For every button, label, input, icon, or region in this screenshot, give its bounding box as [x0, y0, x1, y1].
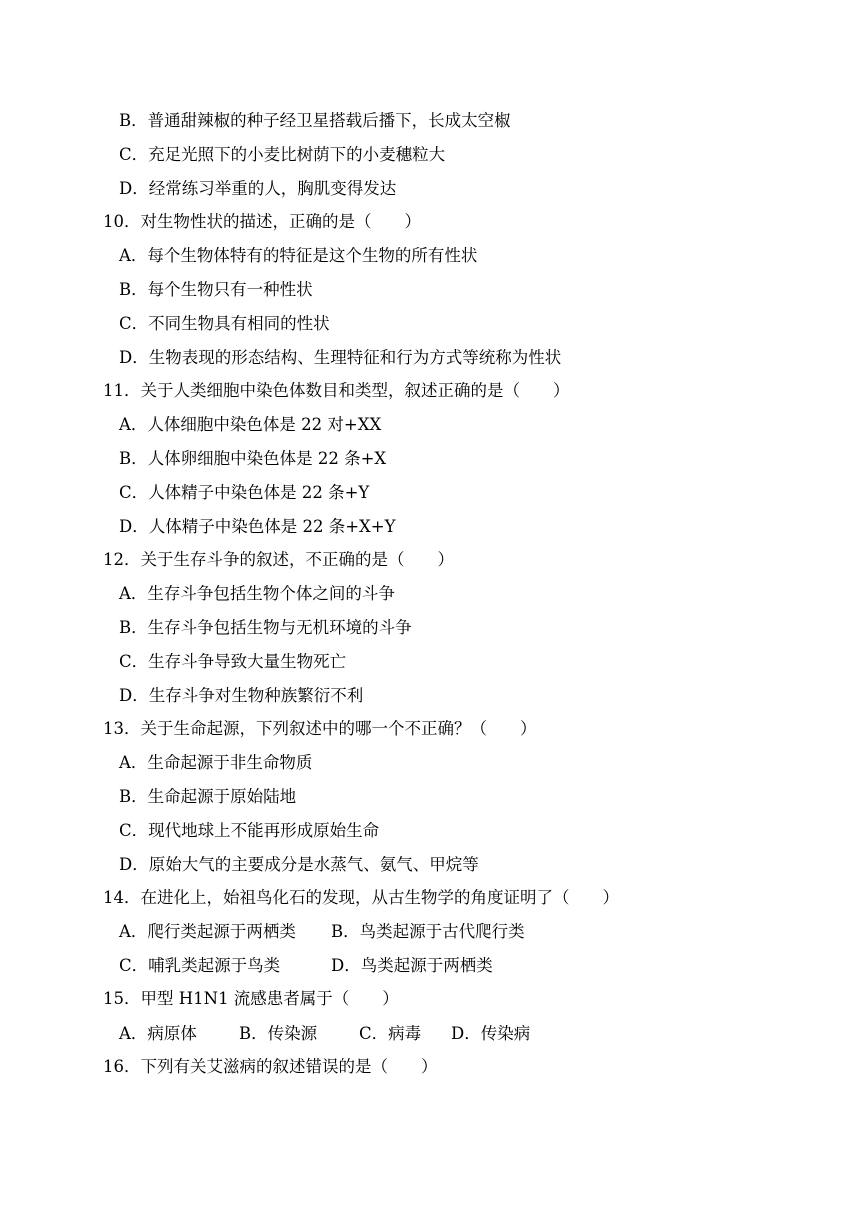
q12-stem: 12．关于生存斗争的叙述，不正确的是（ ） — [103, 550, 454, 569]
q15-option-a: A．病原体 — [119, 1024, 197, 1043]
q14-option-c: C．哺乳类起源于鸟类 — [119, 956, 281, 975]
q9-option-b: B．普通甜辣椒的种子经卫星搭载后播下，长成太空椒 — [119, 111, 511, 130]
q13-option-d: D．原始大气的主要成分是水蒸气、氨气、甲烷等 — [119, 855, 479, 874]
q10-stem: 10．对生物性状的描述，正确的是（ ） — [103, 212, 421, 231]
q11-stem: 11．关于人类细胞中染色体数目和类型，叙述正确的是（ ） — [103, 381, 570, 400]
q12-option-b: B．生存斗争包括生物与无机环境的斗争 — [119, 618, 412, 637]
q15-option-c: C．病毒 — [359, 1024, 422, 1043]
q14-options-row-1 — [119, 922, 525, 942]
q15-option-d: D．传染病 — [451, 1024, 531, 1043]
q10-option-c: C．不同生物具有相同的性状 — [119, 314, 330, 333]
q10-option-d: D．生物表现的形态结构、生理特征和行为方式等统称为性状 — [119, 348, 562, 367]
q11-option-b: B．人体卵细胞中染色体是 22 条+X — [119, 449, 387, 468]
q13-option-c: C．现代地球上不能再形成原始生命 — [119, 821, 380, 840]
q14-stem: 14．在进化上，始祖鸟化石的发现，从古生物学的角度证明了（ ） — [103, 888, 619, 907]
q15-option-b: B．传染源 — [239, 1024, 318, 1043]
q14-option-d: D．鸟类起源于两栖类 — [331, 956, 493, 975]
q9-option-d: D．经常练习举重的人，胸肌变得发达 — [119, 179, 397, 198]
q12-option-a: A．生存斗争包括生物个体之间的斗争 — [119, 584, 395, 603]
q13-stem: 13．关于生命起源，下列叙述中的哪一个不正确？（ ） — [103, 719, 537, 738]
q15-stem: 15．甲型 H1N1 流感患者属于（ ） — [103, 989, 399, 1008]
q16-stem: 16．下列有关艾滋病的叙述错误的是（ ） — [103, 1057, 438, 1076]
q11-option-c: C．人体精子中染色体是 22 条+Y — [119, 483, 370, 502]
q11-option-d: D．人体精子中染色体是 22 条+X+Y — [119, 517, 396, 536]
q14-options-row-2 — [119, 956, 493, 976]
q13-option-a: A．生命起源于非生命物质 — [119, 753, 313, 772]
q14-option-a: A．爬行类起源于两栖类 — [119, 922, 296, 941]
q11-option-a: A．人体细胞中染色体是 22 对+XX — [119, 415, 382, 434]
q12-option-d: D．生存斗争对生物种族繁衍不利 — [119, 686, 364, 705]
q10-option-b: B．每个生物只有一种性状 — [119, 280, 313, 299]
q9-option-c: C．充足光照下的小麦比树荫下的小麦穗粒大 — [119, 145, 446, 164]
q15-options-row — [119, 1024, 530, 1044]
q10-option-a: A．每个生物体特有的特征是这个生物的所有性状 — [119, 246, 478, 265]
q12-option-c: C．生存斗争导致大量生物死亡 — [119, 652, 347, 671]
q13-option-b: B．生命起源于原始陆地 — [119, 787, 297, 806]
q14-option-b: B．鸟类起源于古代爬行类 — [331, 922, 525, 941]
